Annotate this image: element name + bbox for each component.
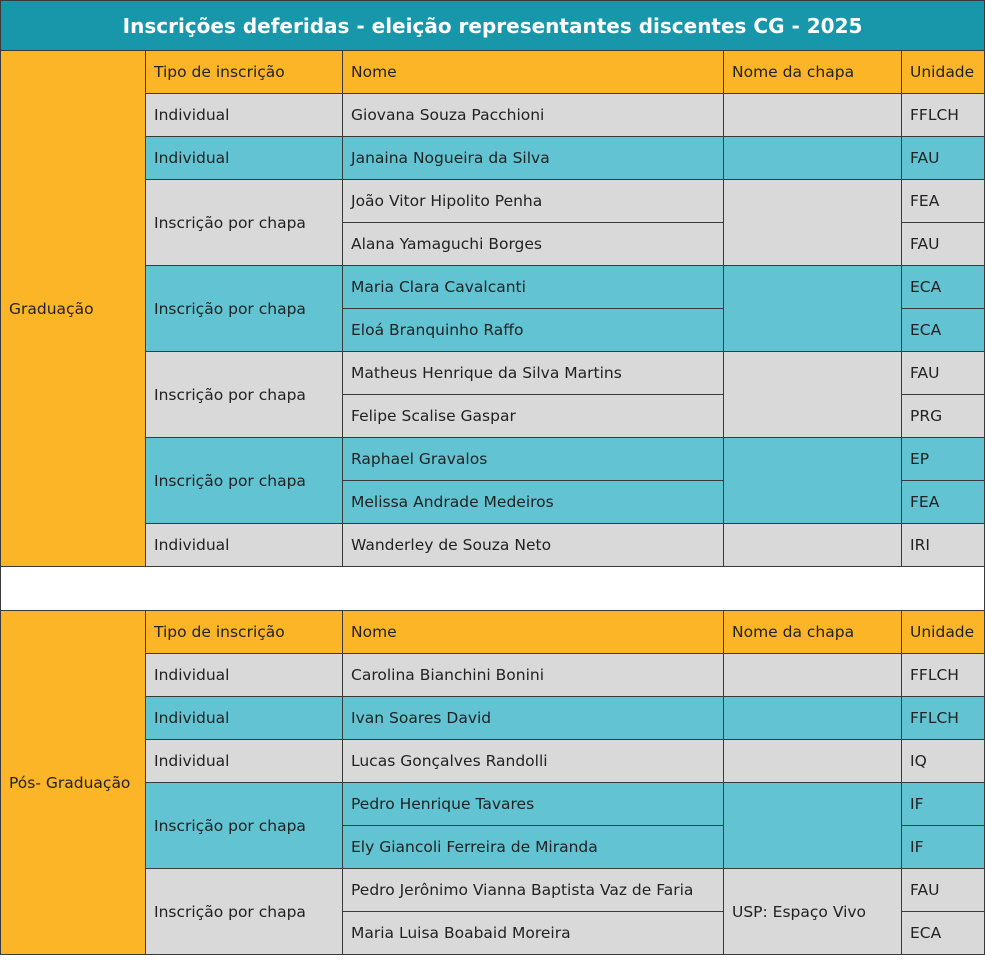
unit: ECA: [902, 266, 985, 309]
header-row: [1, 51, 985, 94]
slate-name: [724, 524, 902, 567]
column-header-unidade: Unidade: [902, 611, 985, 654]
table-row: [1, 266, 985, 309]
slate-name: [724, 94, 902, 137]
table-row: [1, 869, 985, 912]
slate-name: [724, 697, 902, 740]
candidate-name: Felipe Scalise Gaspar: [343, 395, 724, 438]
candidate-name: Eloá Branquinho Raffo: [343, 309, 724, 352]
candidate-name: Melissa Andrade Medeiros: [343, 481, 724, 524]
table-row: [1, 180, 985, 223]
registration-type: Individual: [146, 137, 343, 180]
unit: FFLCH: [902, 654, 985, 697]
table-row: [1, 137, 985, 180]
slate-name: [724, 137, 902, 180]
unit: ECA: [902, 912, 985, 955]
registration-type: Individual: [146, 524, 343, 567]
unit: ECA: [902, 309, 985, 352]
unit: FAU: [902, 352, 985, 395]
spacer-cell: [1, 567, 985, 611]
table-row: [1, 783, 985, 826]
registration-type: Inscrição por chapa: [146, 352, 343, 438]
candidate-name: Janaina Nogueira da Silva: [343, 137, 724, 180]
candidate-name: Maria Luisa Boabaid Moreira: [343, 912, 724, 955]
registration-type: Inscrição por chapa: [146, 869, 343, 955]
table-row: [1, 697, 985, 740]
unit: IF: [902, 783, 985, 826]
table-row: [1, 740, 985, 783]
slate-name: [724, 783, 902, 869]
table-row: [1, 94, 985, 137]
slate-name: USP: Espaço Vivo: [724, 869, 902, 955]
column-header-chapa: Nome da chapa: [724, 51, 902, 94]
unit: IF: [902, 826, 985, 869]
column-header-chapa: Nome da chapa: [724, 611, 902, 654]
registration-type: Inscrição por chapa: [146, 783, 343, 869]
candidate-name: Ely Giancoli Ferreira de Miranda: [343, 826, 724, 869]
candidate-name: Raphael Gravalos: [343, 438, 724, 481]
unit: PRG: [902, 395, 985, 438]
column-header-nome: Nome: [343, 611, 724, 654]
candidate-name: Alana Yamaguchi Borges: [343, 223, 724, 266]
unit: FFLCH: [902, 94, 985, 137]
registration-type: Individual: [146, 94, 343, 137]
slate-name: [724, 438, 902, 524]
registration-type: Inscrição por chapa: [146, 438, 343, 524]
unit: EP: [902, 438, 985, 481]
candidate-name: Pedro Jerônimo Vianna Baptista Vaz de Faria: [343, 869, 724, 912]
table-row: [1, 438, 985, 481]
registration-type: Individual: [146, 697, 343, 740]
column-header-tipo: Tipo de inscrição: [146, 611, 343, 654]
registration-type: Individual: [146, 740, 343, 783]
candidate-name: Maria Clara Cavalcanti: [343, 266, 724, 309]
level-label: Pós- Graduação: [1, 611, 146, 955]
candidate-name: Lucas Gonçalves Randolli: [343, 740, 724, 783]
column-header-unidade: Unidade: [902, 51, 985, 94]
table-row: [1, 654, 985, 697]
registration-type: Inscrição por chapa: [146, 180, 343, 266]
unit: IRI: [902, 524, 985, 567]
candidate-name: Carolina Bianchini Bonini: [343, 654, 724, 697]
candidate-name: João Vitor Hipolito Penha: [343, 180, 724, 223]
candidate-name: Giovana Souza Pacchioni: [343, 94, 724, 137]
unit: FAU: [902, 869, 985, 912]
table-row: [1, 352, 985, 395]
header-row: [1, 611, 985, 654]
unit: FFLCH: [902, 697, 985, 740]
unit: FEA: [902, 481, 985, 524]
unit: FEA: [902, 180, 985, 223]
section-spacer: [1, 567, 985, 611]
level-label: Graduação: [1, 51, 146, 567]
registration-type: Individual: [146, 654, 343, 697]
slate-name: [724, 352, 902, 438]
table-row: [1, 524, 985, 567]
slate-name: [724, 180, 902, 266]
candidate-name: Matheus Henrique da Silva Martins: [343, 352, 724, 395]
candidate-name: Pedro Henrique Tavares: [343, 783, 724, 826]
unit: FAU: [902, 137, 985, 180]
slate-name: [724, 266, 902, 352]
slate-name: [724, 740, 902, 783]
slate-name: [724, 654, 902, 697]
candidate-name: Ivan Soares David: [343, 697, 724, 740]
unit: IQ: [902, 740, 985, 783]
registration-type: Inscrição por chapa: [146, 266, 343, 352]
table-title: Inscrições deferidas - eleição representantes discentes CG - 2025: [1, 1, 985, 51]
column-header-tipo: Tipo de inscrição: [146, 51, 343, 94]
unit: FAU: [902, 223, 985, 266]
candidate-name: Wanderley de Souza Neto: [343, 524, 724, 567]
column-header-nome: Nome: [343, 51, 724, 94]
